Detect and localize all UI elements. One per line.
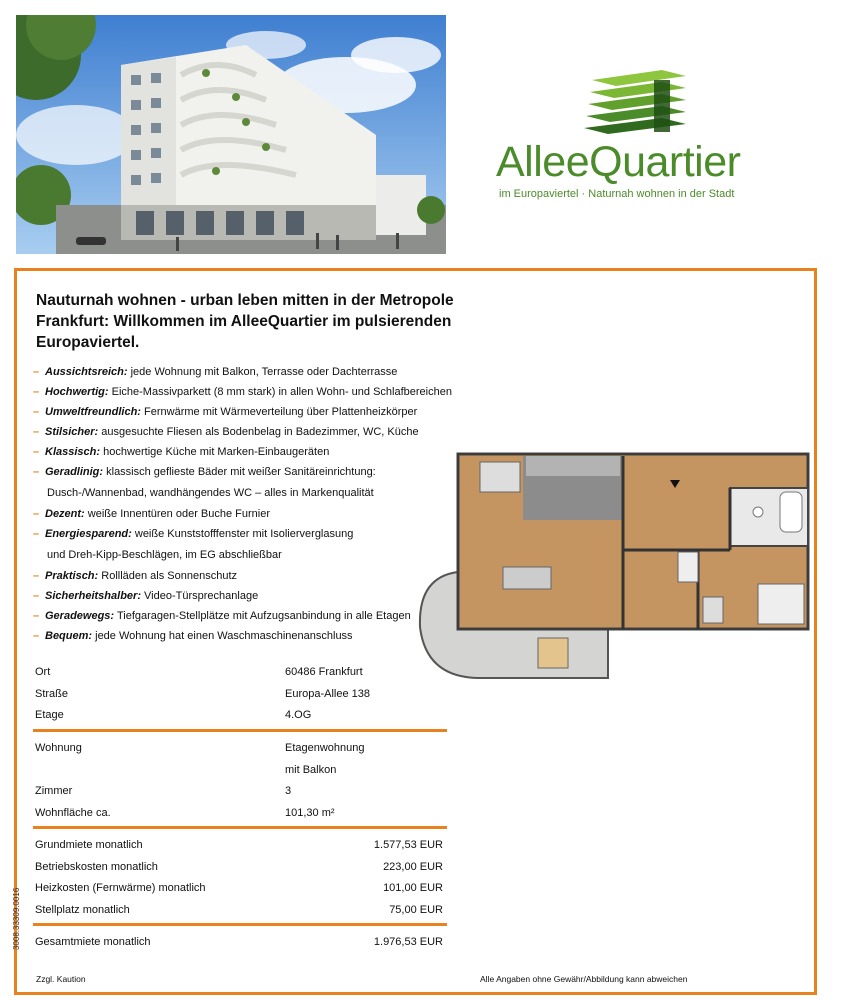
bullet-icon: – <box>33 610 40 622</box>
feature-list <box>33 362 453 646</box>
table-row: Straße Europa-Allee 138 <box>35 687 371 700</box>
table-row: Heizkosten (Fernwärme) monatlich 101,00 EUR <box>35 882 443 894</box>
bullet-icon: – <box>33 570 40 582</box>
feature-item: – Sicherheitshalber: Video-Türsprechanlage <box>33 586 453 606</box>
feature-item: – Bequem: jede Wohnung hat einen Waschmaschinenanschluss <box>33 626 453 646</box>
feature-continuation: und Dreh-Kipp-Beschlägen, im EG abschließbar <box>47 549 282 561</box>
document-id: 3008.33309.0016 <box>12 887 21 950</box>
feature-item: – Dezent: weiße Innentüren oder Buche Furnier <box>33 504 453 524</box>
feature-item: – Aussichtsreich: jede Wohnung mit Balkon, Terrasse oder Dachterrasse <box>33 362 453 382</box>
logo-stripes-icon <box>582 66 686 136</box>
feature-continuation: Dusch-/Wannenbad, wandhängendes WC – alles in Markenqualität <box>47 487 374 499</box>
page-headline: Nauturnah wohnen - urban leben mitten in der Metropole Frankfurt: Willkommen im AlleeQuartier im pulsierenden Europaviertel. <box>36 292 454 351</box>
table-row: Stellplatz monatlich 75,00 EUR <box>35 903 443 916</box>
alleequartier-logo <box>496 66 786 216</box>
feature-item: – Energiesparend: weiße Kunststofffenster mit Isolierverglasung und Dreh-Kipp-Beschlägen, im EG abschließbar <box>33 524 453 566</box>
bullet-icon: – <box>33 406 40 418</box>
total-row: Gesamtmiete monatlich 1.976,53 EUR <box>35 936 443 948</box>
bullet-icon: – <box>33 426 40 438</box>
logo-wordmark: AlleeQuartier <box>496 138 741 186</box>
feature-item: – Umweltfreundlich: Fernwärme mit Wärmeverteilung über Plattenheizkörper <box>33 402 453 422</box>
bullet-icon: – <box>33 446 40 458</box>
table-row: Etage 4.OG <box>35 709 312 721</box>
table-row: Zimmer 3 <box>35 785 292 797</box>
feature-item: – Hochwertig: Eiche-Massivparkett (8 mm stark) in allen Wohn- und Schlafbereichen <box>33 382 453 402</box>
feature-item: – Praktisch: Rollläden als Sonnenschutz <box>33 566 453 586</box>
table-row: Grundmiete monatlich 1.577,53 EUR <box>35 839 443 851</box>
footer-deposit-note: Zzgl. Kaution <box>36 974 86 984</box>
table-row: Wohnfläche ca. 101,30 m² <box>35 806 335 819</box>
bullet-icon: – <box>33 366 40 378</box>
feature-item: – Geradewegs: Tiefgaragen-Stellplätze mit Aufzugsanbindung in alle Etagen <box>33 606 453 626</box>
divider <box>33 923 447 926</box>
divider <box>33 826 447 829</box>
table-row: Ort 60486 Frankfurt <box>35 666 363 678</box>
bullet-icon: – <box>33 466 40 478</box>
feature-item: – Klassisch: hochwertige Küche mit Marken-Einbaugeräten <box>33 442 453 462</box>
divider <box>33 729 447 732</box>
bullet-icon: – <box>33 386 40 398</box>
table-row: Wohnung Etagenwohnung <box>35 742 365 754</box>
table-row: mit Balkon <box>285 763 337 776</box>
cost-table <box>33 835 447 921</box>
building-photo <box>16 15 446 254</box>
bullet-icon: – <box>33 590 40 602</box>
location-table <box>33 662 447 727</box>
table-row: Betriebskosten monatlich 223,00 EUR <box>35 860 443 873</box>
bullet-icon: – <box>33 528 40 540</box>
apartment-table <box>33 738 447 824</box>
logo-tagline: im Europaviertel · Naturnah wohnen in der Stadt <box>499 188 735 200</box>
total-table <box>33 932 447 954</box>
feature-item: – Stilsicher: ausgesuchte Fliesen als Bodenbelag in Badezimmer, WC, Küche <box>33 422 453 442</box>
footer-disclaimer: Alle Angaben ohne Gewähr/Abbildung kann abweichen <box>480 974 688 984</box>
floorplan <box>418 452 818 684</box>
bullet-icon: – <box>33 508 40 520</box>
bullet-icon: – <box>33 630 40 642</box>
feature-item: – Geradlinig: klassisch geflieste Bäder mit weißer Sanitäreinrichtung: Dusch-/Wannenbad, wandhängendes WC – alles in Markenqualität <box>33 462 453 504</box>
